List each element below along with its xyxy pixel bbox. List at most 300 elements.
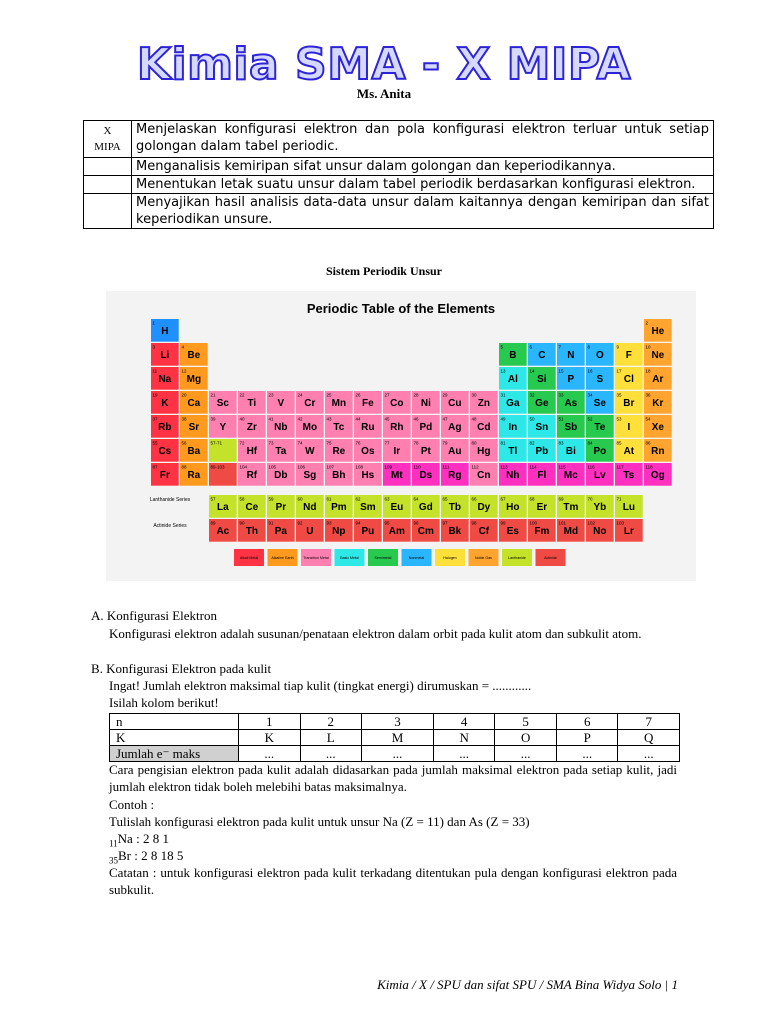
atomic-number: 18 (645, 368, 651, 374)
periodic-table-caption: Sistem Periodik Unsur (325, 264, 442, 278)
element-cell (441, 463, 469, 486)
atomic-number: 99 (500, 520, 506, 526)
answer-blank: ... (239, 746, 301, 762)
table-cell: O (495, 730, 557, 746)
element-cell (441, 391, 469, 414)
atomic-number: 2 (645, 320, 649, 326)
atomic-number: 38 (181, 416, 187, 422)
element-symbol: C (538, 350, 546, 361)
table-row-k (110, 730, 680, 746)
atomic-number: 59 (268, 496, 274, 502)
element-symbol: Ti (247, 398, 257, 409)
atomic-number: 65 (442, 496, 448, 502)
actinide-cell (325, 519, 353, 542)
atomic-number: 58 (239, 496, 245, 502)
atomic-number: 21 (210, 392, 216, 398)
element-symbol: Cr (304, 398, 316, 409)
element-symbol: Ta (275, 446, 287, 457)
atomic-number: 43 (326, 416, 332, 422)
element-cell (209, 439, 237, 462)
answer-blank: ... (618, 746, 680, 762)
atomic-number: 25 (326, 392, 332, 398)
element-symbol: Cu (448, 398, 462, 409)
element-symbol: Ac (216, 526, 230, 537)
config-na: : 2 8 1 (132, 831, 169, 846)
element-symbol: Te (594, 422, 606, 433)
periodic-table-image (106, 291, 696, 581)
atomic-number: 67 (500, 496, 506, 502)
atomic-number: 68 (529, 496, 535, 502)
atomic-number: 102 (587, 520, 596, 526)
table-cell: 7 (618, 714, 680, 730)
atomic-number: 76 (355, 440, 361, 446)
element-symbol: Pu (361, 526, 375, 537)
element-cell (296, 391, 324, 414)
legend-label: Nonmetal (408, 556, 425, 560)
atomic-number: 71 (616, 496, 622, 502)
element-cell (644, 415, 672, 438)
element-symbol: Ar (652, 374, 664, 385)
element-cell (441, 415, 469, 438)
lanthanide-cell (412, 495, 440, 518)
element-cell (499, 343, 527, 366)
element-cell (528, 439, 556, 462)
contoh-label: Contoh : (109, 797, 155, 812)
atomic-number: 84 (587, 440, 593, 446)
actinide-cell (412, 519, 440, 542)
table-cell: K (239, 730, 301, 746)
element-symbol: F (625, 350, 632, 361)
atomic-number: 78 (413, 440, 419, 446)
atomic-number: 96 (413, 520, 419, 526)
element-cell (354, 415, 382, 438)
atomic-number: 114 (529, 464, 537, 470)
atomic-number: 13 (500, 368, 506, 374)
lanthanide-cell (615, 495, 643, 518)
atomic-number: 27 (384, 392, 390, 398)
element-symbol: No (593, 526, 607, 537)
element-symbol: Co (390, 398, 404, 409)
element-cell (557, 415, 585, 438)
legend-label: Noble Gas (475, 556, 492, 560)
legend-label: Semimetal (374, 556, 392, 560)
element-symbol: Ni (420, 398, 431, 409)
legend-label: Alkaline Earth (271, 556, 294, 560)
atomic-number: 94 (355, 520, 361, 526)
page-title: Kimia SMA - X MIPA (136, 39, 632, 90)
atomic-number: 51 (558, 416, 564, 422)
element-symbol: Tb (448, 502, 461, 513)
actinide-cell (586, 519, 614, 542)
element-symbol: Al (507, 374, 518, 385)
element-cell (644, 343, 672, 366)
element-symbol: Pb (535, 446, 549, 457)
atomic-number: 87 (152, 464, 158, 470)
element-cell (412, 391, 440, 414)
atomic-number: 44 (355, 416, 361, 422)
element-symbol: B (509, 350, 517, 361)
lanthanide-cell (354, 495, 382, 518)
element-cell (499, 391, 527, 414)
answer-blank: ... (362, 746, 434, 762)
element-symbol: Rf (246, 470, 258, 481)
element-symbol: Ts (623, 470, 635, 481)
atomic-number: 107 (326, 464, 335, 470)
element-cell (586, 415, 614, 438)
element-cell (151, 343, 179, 366)
element-cell (354, 439, 382, 462)
element-symbol: Hs (361, 470, 375, 481)
atomic-number-na: 11 (109, 838, 118, 849)
element-cell (238, 415, 266, 438)
atomic-number: 63 (384, 496, 390, 502)
atomic-number: 105 (268, 464, 277, 470)
element-symbol: Gd (418, 502, 433, 513)
element-cell (528, 463, 556, 486)
element-symbol: Ne (651, 350, 665, 361)
element-symbol: Th (245, 526, 258, 537)
element-symbol-br: Br (118, 848, 131, 863)
element-cell (238, 391, 266, 414)
answer-blank: ... (556, 746, 618, 762)
element-symbol: Ds (419, 470, 433, 481)
element-symbol: Rh (390, 422, 404, 433)
element-symbol: Se (593, 398, 606, 409)
atomic-number: 86 (645, 440, 651, 446)
element-symbol: Be (187, 350, 201, 361)
element-symbol: Ru (361, 422, 375, 433)
element-symbol: Cs (158, 446, 172, 457)
element-symbol: Mt (391, 470, 403, 481)
element-symbol: Rn (651, 446, 665, 457)
element-symbol: Kr (652, 398, 664, 409)
element-cell (209, 463, 237, 486)
class-cell (84, 121, 132, 158)
atomic-number: 62 (355, 496, 361, 502)
periodic-table-title: Periodic Table of the Elements (306, 301, 496, 316)
element-symbol: Os (361, 446, 375, 457)
element-cell (557, 367, 585, 390)
periodic-table-svg (106, 291, 696, 581)
element-cell (615, 415, 643, 438)
legend-label: Actinide (544, 556, 557, 560)
atomic-number: 90 (239, 520, 245, 526)
atomic-number: 31 (500, 392, 506, 398)
element-symbol: Am (388, 526, 405, 537)
element-cell (180, 415, 208, 438)
element-cell (412, 415, 440, 438)
section-a-heading: A. Konfigurasi Elektron (91, 608, 218, 623)
element-symbol: Bk (448, 526, 462, 537)
element-symbol: Tc (333, 422, 345, 433)
lanthanide-cell (296, 495, 324, 518)
element-cell (557, 463, 585, 486)
element-symbol: Nb (274, 422, 288, 433)
element-cell (238, 463, 266, 486)
element-symbol: Md (563, 526, 579, 537)
element-cell (180, 463, 208, 486)
element-symbol: Pd (419, 422, 433, 433)
atomic-number: 91 (268, 520, 274, 526)
actinide-cell (296, 519, 324, 542)
class-label-line2: MIPA (94, 141, 121, 153)
table-cell: 2 (300, 714, 362, 730)
element-symbol: V (277, 398, 285, 409)
element-symbol: Cd (477, 422, 491, 433)
atomic-number: 41 (268, 416, 274, 422)
element-symbol: Pt (420, 446, 431, 457)
lanthanide-cell (238, 495, 266, 518)
element-cell (267, 391, 295, 414)
atomic-number: 103 (616, 520, 625, 526)
element-cell (644, 463, 672, 486)
element-symbol: Ag (448, 422, 462, 433)
row-label-n: n (110, 714, 239, 730)
element-cell (180, 343, 208, 366)
actinide-cell (470, 519, 498, 542)
lanthanide-cell (557, 495, 585, 518)
actinide-cell (499, 519, 527, 542)
element-cell (383, 439, 411, 462)
atomic-number: 8 (587, 344, 591, 350)
element-symbol: Bi (565, 446, 576, 457)
element-cell (238, 439, 266, 462)
element-cell (151, 439, 179, 462)
element-symbol: Ge (535, 398, 549, 409)
legend-label: Basic Metal (340, 556, 359, 560)
atomic-number: 23 (268, 392, 274, 398)
isilah-text: Isilah kolom berikut! (109, 695, 219, 710)
element-symbol: Cl (623, 374, 634, 385)
element-cell (528, 343, 556, 366)
atomic-number: 36 (645, 392, 651, 398)
element-cell (267, 439, 295, 462)
element-symbol: Y (219, 422, 227, 433)
element-cell (499, 439, 527, 462)
atomic-number: 110 (413, 464, 421, 470)
element-cell (209, 391, 237, 414)
element-cell (180, 391, 208, 414)
config-br: : 2 8 18 5 (131, 848, 184, 863)
atomic-number: 109 (384, 464, 393, 470)
atomic-number: 83 (558, 440, 564, 446)
atomic-number: 98 (471, 520, 477, 526)
element-cell (644, 367, 672, 390)
element-symbol: Li (160, 350, 170, 361)
atomic-number: 117 (616, 464, 624, 470)
actinide-cell (615, 519, 643, 542)
atomic-number: 100 (529, 520, 538, 526)
element-symbol: Pr (275, 502, 287, 513)
atomic-number: 111 (442, 464, 450, 470)
element-cell (586, 463, 614, 486)
section-a-text: Konfigurasi elektron adalah susunan/penataan elektron dalam orbit pada kulit atom dan subkulit atom. (109, 626, 642, 641)
atomic-number: 28 (413, 392, 419, 398)
atomic-number: 112 (471, 464, 479, 470)
element-symbol: Tm (563, 502, 579, 513)
element-symbol: Ca (187, 398, 201, 409)
atomic-number: 97 (442, 520, 448, 526)
element-symbol: Fl (537, 470, 547, 481)
element-symbol: H (161, 326, 169, 337)
element-symbol: Rg (448, 470, 462, 481)
atomic-number: 22 (239, 392, 245, 398)
answer-blank: ... (433, 746, 495, 762)
element-symbol: Bh (332, 470, 346, 481)
actinide-series-label: Actinide Series (153, 523, 187, 529)
element-cell (151, 367, 179, 390)
lanthanide-cell (586, 495, 614, 518)
atomic-number: 79 (442, 440, 448, 446)
element-cell (499, 463, 527, 486)
atomic-number: 75 (326, 440, 332, 446)
element-cell (470, 391, 498, 414)
objective-4: Menyajikan hasil analisis data-data unsur dalam kaitannya dengan kemiripan dan sifat keperiodikan unsure. (132, 194, 714, 229)
element-cell (644, 439, 672, 462)
atomic-number: 32 (529, 392, 535, 398)
element-symbol: Au (448, 446, 462, 457)
element-symbol: Zn (477, 398, 490, 409)
element-cell (383, 391, 411, 414)
section-b-heading: B. Konfigurasi Elektron pada kulit (91, 661, 272, 676)
atomic-number: 73 (268, 440, 274, 446)
element-symbol: Pa (274, 526, 287, 537)
element-cell (557, 343, 585, 366)
atomic-number: 10 (645, 344, 651, 350)
atomic-number: 52 (587, 416, 593, 422)
row-label-max: Jumlah e⁻ maks (110, 746, 239, 762)
element-symbol: Tl (508, 446, 518, 457)
atomic-number: 37 (152, 416, 158, 422)
atomic-number: 34 (587, 392, 593, 398)
atomic-number: 80 (471, 440, 477, 446)
actinide-cell (209, 519, 237, 542)
element-cell (151, 415, 179, 438)
lanthanide-cell (528, 495, 556, 518)
element-symbol: N (567, 350, 575, 361)
atomic-number: 24 (297, 392, 303, 398)
atomic-number: 64 (413, 496, 419, 502)
element-symbol: Lr (623, 526, 634, 537)
element-symbol: He (651, 326, 665, 337)
atomic-number: 45 (384, 416, 390, 422)
objective-1: Menjelaskan konfigurasi elektron dan pola konfigurasi elektron terluar untuk setiap golongan dalam tabel periodic. (132, 121, 714, 158)
class-cell-empty (84, 176, 132, 194)
element-symbol: Ba (187, 446, 201, 457)
element-symbol: O (595, 350, 604, 361)
answer-blank: ... (495, 746, 557, 762)
element-symbol: Si (537, 374, 547, 385)
element-symbol: Sg (303, 470, 317, 481)
element-symbol: Mg (186, 374, 202, 385)
cara-text: Cara pengisian elektron pada kulit adalah didasarkan pada jumlah maksimal elektron pada setiap kulit, jadi jumlah elektron tidak boleh melebihi batas maksimalnya. (109, 762, 677, 795)
element-symbol: Na (158, 374, 172, 385)
element-cell (586, 391, 614, 414)
atomic-number-br: 35 (109, 855, 118, 866)
element-cell (615, 391, 643, 414)
element-cell (151, 391, 179, 414)
element-symbol: Db (274, 470, 288, 481)
actinide-cell (354, 519, 382, 542)
table-cell: 1 (239, 714, 301, 730)
atomic-number: 9 (616, 344, 620, 350)
element-symbol: In (508, 422, 518, 433)
element-symbol: Po (593, 446, 607, 457)
atomic-number: 19 (152, 392, 158, 398)
element-symbol: Er (536, 502, 548, 513)
table-row-max (110, 746, 680, 762)
atomic-number: 92 (297, 520, 303, 526)
atomic-number: 93 (326, 520, 332, 526)
table-cell: L (300, 730, 362, 746)
element-symbol: Ra (187, 470, 201, 481)
element-cell (470, 439, 498, 462)
atomic-number: 49 (500, 416, 506, 422)
atomic-number: 72 (239, 440, 245, 446)
element-symbol: Hf (246, 446, 258, 457)
legend-label: Alkali Metal (239, 556, 259, 560)
atomic-number: 106 (297, 464, 306, 470)
atomic-number: 70 (587, 496, 593, 502)
atomic-number: 1 (152, 320, 156, 326)
class-label-line1: X (103, 125, 112, 137)
atomic-number: 50 (529, 416, 535, 422)
atomic-number: 81 (500, 440, 506, 446)
actinide-cell (557, 519, 585, 542)
element-cell (499, 415, 527, 438)
atomic-number: 3 (152, 344, 156, 350)
atomic-number: 56 (181, 440, 187, 446)
atomic-number: 115 (558, 464, 566, 470)
element-cell (209, 415, 237, 438)
element-symbol: Eu (390, 502, 404, 513)
catatan-text: Catatan : untuk konfigurasi elektron pada kulit terkadang ditentukan pula dengan konfigurasi elektron pada subkulit. (109, 865, 677, 898)
table-cell: 5 (495, 714, 557, 730)
electron-shell-table (109, 713, 680, 762)
element-symbol: I (627, 422, 631, 433)
atomic-number: 89-103 (210, 464, 225, 470)
element-symbol: Cn (477, 470, 491, 481)
atomic-number: 53 (616, 416, 622, 422)
element-cell (325, 439, 353, 462)
atomic-number: 4 (181, 344, 185, 350)
atomic-number: 40 (239, 416, 245, 422)
lanthanide-cell (325, 495, 353, 518)
table-cell: 4 (433, 714, 495, 730)
atomic-number: 85 (616, 440, 622, 446)
objective-3: Menentukan letak suatu unsur dalam tabel periodik berdasarkan konfigurasi elektron. (132, 176, 714, 194)
element-cell (296, 415, 324, 438)
lanthanide-cell (267, 495, 295, 518)
element-symbol: Sc (216, 398, 229, 409)
table-cell: N (433, 730, 495, 746)
element-cell (615, 367, 643, 390)
element-cell (383, 463, 411, 486)
element-symbol: Og (650, 470, 665, 481)
element-cell (180, 367, 208, 390)
element-cell (441, 439, 469, 462)
atomic-number: 11 (152, 368, 158, 374)
actinide-cell (383, 519, 411, 542)
atomic-number: 118 (645, 464, 653, 470)
element-symbol: Dy (477, 502, 491, 513)
objective-2: Menganalisis kemiripan sifat unsur dalam golongan dan keperiodikannya. (132, 158, 714, 176)
atomic-number: 116 (587, 464, 595, 470)
element-cell (586, 343, 614, 366)
lanthanide-cell (441, 495, 469, 518)
actinide-cell (528, 519, 556, 542)
element-cell (528, 415, 556, 438)
